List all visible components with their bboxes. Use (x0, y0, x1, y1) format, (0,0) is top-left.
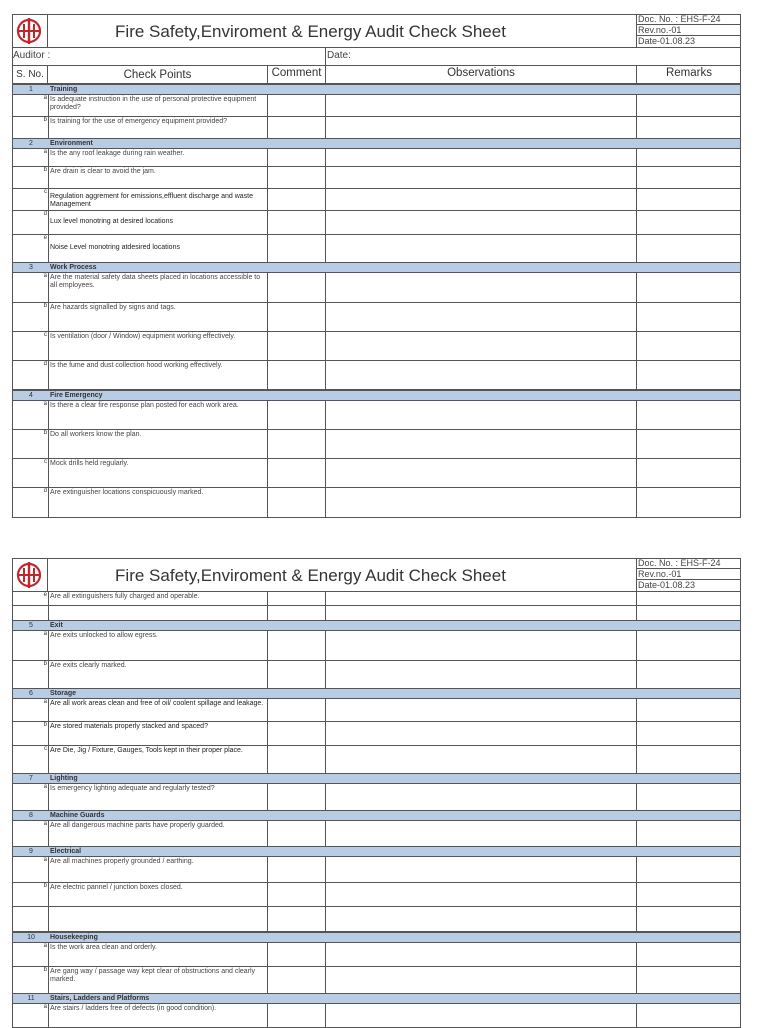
item-letter: a (43, 273, 47, 279)
column-divider (636, 149, 637, 166)
column-divider (325, 211, 326, 234)
checkpoint-row (12, 857, 741, 883)
column-divider (325, 95, 326, 116)
checkpoint-text: Regulation aggrement for emissions,effluent discharge and waste Management (50, 193, 253, 208)
section-number: 8 (29, 812, 33, 819)
column-divider (325, 907, 326, 931)
column-divider (636, 907, 637, 931)
checkpoint-text: Is there a clear fire response plan posted for each work area. (50, 402, 239, 409)
column-divider (636, 661, 637, 688)
document-date: Date-01.08.23 (638, 36, 696, 46)
column-divider (48, 821, 49, 846)
column-divider (325, 189, 326, 210)
section-header-fire-emergency (12, 390, 741, 401)
checkpoint-text: Are extinguisher locations conspicuously marked. (50, 489, 204, 496)
section-header-machine-guards (12, 810, 741, 821)
col-header-remarks: Remarks (665, 67, 712, 79)
column-divider (325, 459, 326, 487)
doc-number: Doc. No. : EHS-F-24 (637, 558, 741, 569)
section-number: 6 (29, 690, 33, 697)
column-divider (325, 361, 326, 389)
checkpoint-text: Are Die, Jig / Fixture, Gauges, Tools kept in their proper place. (50, 747, 243, 754)
checkpoint-text: Are hazards signalled by signs and tags. (50, 304, 176, 311)
item-letter: d (43, 211, 47, 217)
column-divider (325, 167, 326, 188)
checkpoint-text: Are exits unlocked to allow egress. (50, 632, 158, 639)
section-title: Storage (50, 690, 77, 697)
checkpoint-row (12, 943, 741, 967)
section-number: 2 (29, 140, 33, 147)
revision-number: Rev.no.-01 (637, 569, 741, 580)
checkpoint-row (12, 631, 741, 661)
item-letter: a (43, 1004, 47, 1010)
section-number: 10 (27, 934, 35, 941)
doc-number: Doc. No. : EHS-F-24 (637, 14, 741, 25)
checkpoint-text: Is emergency lighting adequate and regularly tested? (50, 785, 215, 792)
checksheet-page-2 (12, 558, 741, 1024)
company-logo-icon (15, 17, 43, 45)
section-title: Training (50, 86, 78, 93)
section-number: 4 (29, 392, 33, 399)
checkpoint-row (12, 149, 741, 167)
column-divider (636, 631, 637, 660)
column-divider (48, 273, 49, 302)
column-divider (48, 189, 49, 210)
item-letter: b (43, 430, 47, 436)
checkpoint-row (12, 273, 741, 303)
column-divider (636, 430, 637, 458)
checkpoint-text: Is the work area clean and orderly. (50, 944, 157, 951)
column-divider (636, 95, 637, 116)
checkpoint-row (12, 699, 741, 722)
checkpoint-text: Are all dangerous machine parts have properly guarded. (50, 822, 225, 829)
checkpoint-text: Is ventilation (door / Window) equipment working effectively. (50, 333, 236, 340)
item-letter: b (43, 722, 47, 728)
column-divider (48, 722, 49, 745)
section-title: Housekeeping (50, 934, 98, 941)
column-divider (636, 303, 637, 331)
section-title: Exit (50, 622, 63, 629)
section-header-work-process (12, 262, 741, 273)
checkpoint-row (12, 591, 741, 621)
checkpoint-row (12, 167, 741, 189)
section-title: Stairs, Ladders and Platforms (50, 995, 150, 1002)
checkpoint-row (12, 1004, 741, 1028)
item-letter: b (43, 167, 47, 173)
section-header-exit (12, 620, 741, 631)
section-number: 3 (29, 264, 33, 271)
section-header-storage (12, 688, 741, 699)
column-divider (636, 722, 637, 745)
column-divider (636, 943, 637, 966)
auditor-label: Auditor : (13, 50, 51, 61)
column-divider (325, 746, 326, 773)
checkpoint-text: Noise Level monotring atdesired locations (50, 244, 180, 251)
document-date: Date-01.08.23 (638, 580, 696, 590)
column-divider (636, 189, 637, 210)
auditor-divider (325, 47, 326, 66)
column-divider (636, 235, 637, 262)
column-divider (48, 149, 49, 166)
checkpoint-text: Are gang way / passage way kept clear of obstructions and clearly marked. (50, 968, 256, 983)
section-header-stairs-ladders-platforms (12, 993, 741, 1004)
checkpoint-text: Is adequate instruction in the use of personal protective equipment provided? (50, 96, 257, 111)
column-divider (325, 117, 326, 138)
column-divider (48, 907, 49, 931)
column-divider (325, 273, 326, 302)
item-letter: b (43, 967, 47, 973)
checkpoint-text: Are the material safety data sheets placed in locations accessible to all employees. (50, 274, 261, 289)
column-divider (48, 883, 49, 906)
section-title: Lighting (50, 775, 78, 782)
column-divider (636, 592, 637, 620)
column-divider (325, 943, 326, 966)
column-divider (325, 332, 326, 360)
column-divider (325, 149, 326, 166)
checkpoint-row (12, 95, 741, 117)
column-divider (48, 211, 49, 234)
column-divider (48, 459, 49, 487)
column-divider (636, 401, 637, 429)
column-divider (48, 303, 49, 331)
checkpoint-row (12, 722, 741, 746)
item-letter: a (43, 784, 47, 790)
section-number: 11 (27, 995, 35, 1002)
column-divider (636, 332, 637, 360)
item-letter: a (43, 943, 47, 949)
section-header-environment (12, 138, 741, 149)
col-header-check-points: Check Points (123, 69, 192, 81)
item-letter: d (43, 361, 47, 367)
checksheet-page-1 (12, 14, 741, 518)
column-divider (48, 661, 49, 688)
section-number: 7 (29, 775, 33, 782)
col-header-observations: Observations (447, 67, 515, 79)
checkpoint-row (12, 117, 741, 139)
column-divider (636, 273, 637, 302)
checkpoint-row (12, 303, 741, 332)
checkpoint-row (12, 235, 741, 263)
checkpoint-text: Are stored materials properly stacked and spaced? (50, 723, 208, 730)
column-divider (325, 857, 326, 882)
section-number: 5 (29, 622, 33, 629)
column-divider (325, 722, 326, 745)
section-header-training (12, 84, 741, 95)
checkpoint-text: Are all work areas clean and free of oil/ coolent spillage and leakage. (50, 700, 264, 707)
checkpoint-row (12, 401, 741, 430)
column-divider (636, 361, 637, 389)
column-divider (48, 943, 49, 966)
column-divider (325, 699, 326, 721)
column-divider (325, 883, 326, 906)
column-divider (325, 784, 326, 810)
checkpoint-text: Are drain is clear to avoid the jam. (50, 168, 156, 175)
checkpoint-text: Mock drills held regularly. (50, 460, 129, 467)
checkpoint-text: Are stairs / ladders free of defects (in good condition). (50, 1005, 217, 1012)
column-divider (48, 592, 49, 620)
checkpoint-row (12, 967, 741, 994)
column-divider (48, 857, 49, 882)
item-letter: a (43, 401, 47, 407)
column-divider (48, 488, 49, 517)
item-letter: b (43, 117, 47, 123)
item-letter: a (43, 631, 47, 637)
checkpoint-row (12, 661, 741, 689)
item-letter: a (43, 149, 47, 155)
column-divider (325, 430, 326, 458)
item-letter: c (44, 332, 47, 338)
section-title: Work Process (50, 264, 97, 271)
column-divider (48, 332, 49, 360)
revision-number: Rev.no.-01 (637, 25, 741, 36)
checkpoint-row (12, 746, 741, 774)
column-divider (325, 235, 326, 262)
item-letter: a (43, 699, 47, 705)
checkpoint-text: Are electric pannel / junction boxes closed. (50, 884, 183, 891)
column-divider (48, 361, 49, 389)
column-divider (48, 699, 49, 721)
column-divider (636, 784, 637, 810)
column-divider (48, 401, 49, 429)
column-divider (636, 488, 637, 517)
item-letter: b (43, 303, 47, 309)
column-divider (48, 95, 49, 116)
section-title: Machine Guards (50, 812, 105, 819)
row-divider (12, 605, 741, 606)
column-divider (267, 907, 268, 931)
item-letter: c (44, 189, 47, 195)
item-letter: b (43, 883, 47, 889)
audit-date-label: Date: (327, 50, 351, 61)
item-letter: e (43, 592, 47, 598)
column-divider (48, 167, 49, 188)
column-divider (325, 592, 326, 620)
column-divider (48, 631, 49, 660)
column-divider (636, 746, 637, 773)
section-header-lighting (12, 773, 741, 784)
column-divider (325, 661, 326, 688)
column-divider (636, 967, 637, 993)
column-divider (48, 117, 49, 138)
checkpoint-text: Is training for the use of emergency equipment provided? (50, 118, 228, 125)
checkpoint-row (12, 332, 741, 361)
column-divider (325, 631, 326, 660)
column-divider (636, 211, 637, 234)
column-divider (636, 883, 637, 906)
page-title: Fire Safety,Enviroment & Energy Audit Check Sheet (115, 566, 506, 585)
section-title: Fire Emergency (50, 392, 103, 399)
column-divider (48, 967, 49, 993)
checkpoint-row (12, 211, 741, 235)
item-letter: c (44, 746, 47, 752)
col-header-comment: Comment (271, 67, 322, 79)
item-letter: a (43, 95, 47, 101)
item-letter: a (43, 821, 47, 827)
section-header-electrical (12, 846, 741, 857)
section-header-housekeeping (12, 932, 741, 943)
checkpoint-text: Are all extinguishers fully charged and operable. (50, 593, 200, 600)
checkpoint-text: Is the fume and dust collection hood working effectively. (50, 362, 223, 369)
section-title: Electrical (50, 848, 82, 855)
item-letter: c (44, 459, 47, 465)
checkpoint-row (12, 361, 741, 390)
checkpoint-row (12, 784, 741, 811)
checkpoint-text: Are exits clearly marked. (50, 662, 127, 669)
checkpoint-row (12, 459, 741, 488)
column-divider (325, 821, 326, 846)
checkpoint-row (12, 430, 741, 459)
empty-row (12, 907, 741, 932)
column-divider (48, 235, 49, 262)
item-letter: b (43, 661, 47, 667)
section-title: Environment (50, 140, 93, 147)
page-title: Fire Safety,Enviroment & Energy Audit Check Sheet (115, 22, 506, 41)
item-letter: e (43, 235, 47, 241)
column-divider (636, 167, 637, 188)
column-divider (325, 488, 326, 517)
column-divider (48, 430, 49, 458)
column-divider (636, 821, 637, 846)
column-divider (325, 303, 326, 331)
checkpoint-row (12, 883, 741, 907)
checkpoint-text: Is the any roof leakage during rain weather. (50, 150, 185, 157)
checkpoint-text: Lux level monotring at desired locations (50, 218, 173, 225)
column-divider (325, 967, 326, 993)
checkpoint-row (12, 189, 741, 211)
column-divider (325, 401, 326, 429)
section-number: 1 (29, 86, 33, 93)
section-number: 9 (29, 848, 33, 855)
item-letter: a (43, 857, 47, 863)
checkpoint-row (12, 821, 741, 847)
column-divider (636, 699, 637, 721)
column-divider (48, 784, 49, 810)
checkpoint-text: Are all machines properly grounded / earthing. (50, 858, 194, 865)
column-divider (636, 857, 637, 882)
col-header-sno: S. No. (16, 69, 44, 80)
auditor-row (12, 47, 741, 66)
column-divider (48, 746, 49, 773)
company-logo-icon (15, 561, 43, 589)
item-letter: d (43, 488, 47, 494)
checkpoint-row (12, 488, 741, 518)
column-divider (636, 117, 637, 138)
column-divider (636, 459, 637, 487)
checkpoint-text: Do all workers know the plan. (50, 431, 142, 438)
